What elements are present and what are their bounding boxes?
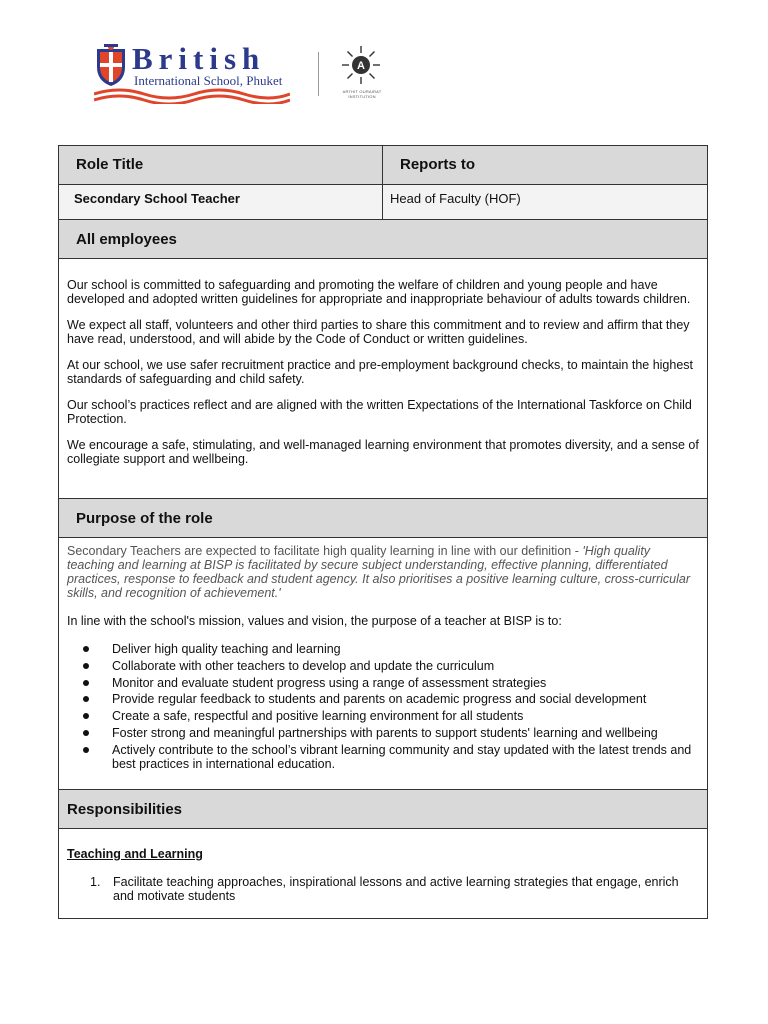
all-employees-heading: All employees [59,219,707,258]
safeguarding-statement [59,258,707,498]
bullet-icon [83,747,89,753]
purpose-heading: Purpose of the role [59,498,707,537]
bullet-icon [83,730,89,736]
list-item [67,726,699,740]
purpose-section [59,537,707,789]
purpose-bullet-list [67,642,699,771]
bullet-icon [83,680,89,686]
brand-name: British [132,41,266,76]
school-crest-icon [94,43,128,87]
school-subtitle: International School, Phuket [134,73,283,88]
list-item [67,642,699,656]
role-value-row [59,184,707,219]
list-item-text: Deliver high quality teaching and learning [112,642,341,656]
reports-to-value: Head of Faculty (HOF) [383,185,707,219]
school-header [92,40,392,106]
sunburst-logo-icon [340,44,382,86]
safeguarding-paragraph: We expect all staff, volunteers and other third parties to share this commitment and to review and affirm that they have read, understood, and will abide by the Code of Conduct or written guidelines. [67,318,690,346]
purpose-intro [67,544,699,600]
list-item [67,676,699,690]
list-item [67,692,699,706]
list-item [67,875,699,903]
safeguarding-paragraph: Our school’s practices reflect and are aligned with the written Expectations of the International Taskforce on Child Protection. [67,398,692,426]
list-item-text: Actively contribute to the school’s vibrant learning community and stay updated with the latest trends and best practices in international education. [112,742,692,771]
list-item-text: Foster strong and meaningful partnerships with parents to support students' learning and wellbeing [112,725,658,740]
role-title-value: Secondary School Teacher [59,185,383,219]
safeguarding-paragraph: Our school is committed to safeguarding and promoting the welfare of children and young people and have developed and adopted written guidelines for appropriate and inappropriate behaviour of adults towards children. [67,278,691,306]
learning-definition-quote: 'High quality teaching and learning at BISP is facilitated by secure subject understanding, effective planning, differentiated practices, response to feedback and student agency. It also prioritises a positive learning culture, cross-curricular skills, and recognition of achievement.' [67,544,690,600]
responsibilities-heading: Responsibilities [59,789,707,828]
role-header-row [59,146,707,184]
list-item-text: Create a safe, respectful and positive learning environment for all students [112,709,524,724]
bullet-icon [83,663,89,669]
reports-to-header: Reports to [383,146,707,184]
bullet-icon [83,646,89,652]
teaching-learning-subheading: Teaching and Learning [67,847,203,861]
logo-divider [318,52,319,96]
purpose-lead-in: In line with the school's mission, values and vision, the purpose of a teacher at BISP is to: [67,614,562,628]
safeguarding-paragraph: At our school, we use safer recruitment practice and pre-employment background checks, to maintain the highest standards of safeguarding and child safety. [67,358,694,386]
list-item-text: Monitor and evaluate student progress using a range of assessment strategies [112,675,547,690]
list-item-text: Collaborate with other teachers to develop and update the curriculum [112,658,495,673]
responsibilities-list [67,875,699,903]
list-item-number: 1. [90,875,101,889]
list-item [67,743,699,771]
list-item [67,659,699,673]
bullet-icon [83,696,89,702]
purpose-intro-plain: Secondary Teachers are expected to facilitate high quality learning in line with our definition - [67,544,583,558]
wave-icon [94,86,290,104]
job-description-table [58,145,708,919]
list-item-text: Provide regular feedback to students and parents on academic progress and social development [112,692,647,707]
list-item [67,709,699,723]
svg-text:A: A [357,60,365,72]
safeguarding-paragraph: We encourage a safe, stimulating, and well-managed learning environment that promotes diversity, and a sense of collegiate support and wellbeing. [67,438,699,466]
partner-logo-text: ARTHIT OURAIRAT INSTITUTION [342,89,382,99]
responsibilities-section [59,828,707,918]
bullet-icon [83,713,89,719]
list-item-text: Facilitate teaching approaches, inspirational lessons and active learning strategies that engage, enrich and motivate students [113,875,679,903]
role-title-header: Role Title [59,146,383,184]
